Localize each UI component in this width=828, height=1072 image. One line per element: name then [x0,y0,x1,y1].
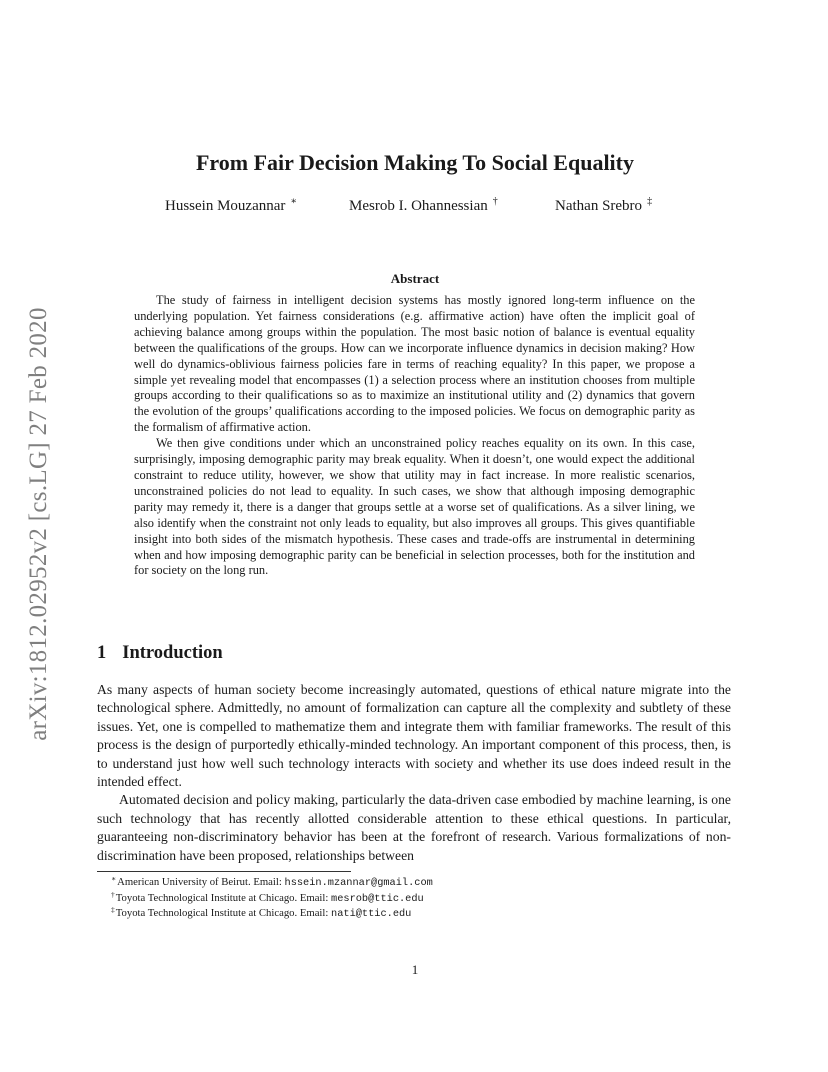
abstract-paragraph-1: The study of fairness in intelligent decision systems has mostly ignored long-term influence on the underlying population. Yet fairness considerations (e.g. affirmative action) have often the implicit goal of achieving balance among groups within the population. The most basic notion of balance is eventual equality between the qualifications of the groups. How can we incorporate influence dynamics in decision making? How well do dynamics-oblivious fairness policies fare in terms of reaching equality? In this paper, we propose a simple yet revealing model that encompasses (1) a selection process where an institution chooses from multiple groups according to their qualifications so as to maximize an institutional utility and (2) dynamics that govern the evolution of the groups’ qualifications according to the imposed policies. We focus on demographic parity as the formalism of affirmative action. [134,293,695,435]
footnote-email: nati@ttic.edu [331,908,412,920]
paper-title: From Fair Decision Making To Social Equality [195,150,634,175]
footnote-text: American University of Beirut. Email: [117,876,285,888]
footnotes [97,875,731,922]
footnote-mark: † [111,889,115,899]
section-heading-introduction [97,643,223,664]
footnote-email: mesrob@ttic.edu [331,892,424,905]
author-footnote-mark: ∗ [290,196,298,207]
author-3 [555,198,652,215]
author-name: Nathan Srebro [555,198,643,214]
author-2 [349,198,498,215]
footnote-1 [97,875,731,891]
author-footnote-mark: † [492,196,498,207]
footnote-email: hssein.mzannar@gmail.com [284,877,433,889]
introduction-paragraph-1: As many aspects of human society become increasingly automated, questions of ethical nature migrate into the technological sphere. Admittedly, no amount of formalization can capture all the complexity and subtlety of these issues. Yet, one is compelled to mathematize them and integrate them with familiar frameworks. The result of this process is the design of purportedly ethically-minded technology. An important component of this process, then, is to understand just how well such technology interacts with society and whether its use does indeed result in the intended effect. [97,682,731,790]
author-name: Hussein Mouzannar [165,198,286,214]
introduction-paragraph-2: Automated decision and policy making, particularly the data-driven case embodied by machine learning, is one such technology that has recently allotted considerable attention to these ethical questions. In particular, guaranteeing non-discriminatory behavior has been at the forefront of research. Various formalizations of non-discrimination have been proposed, relationships between [97,792,731,863]
abstract-heading: Abstract [390,271,440,286]
introduction-body [97,681,731,865]
page-number: 1 [411,962,419,977]
arxiv-identifier-stamp: arXiv:1812.02952v2 [cs.LG] 27 Feb 2020 [25,307,52,741]
footnote-mark: ∗ [111,874,117,883]
author-name: Mesrob I. Ohannessian [349,198,488,214]
footnote-text: Toyota Technological Institute at Chicago. Email: [115,907,332,919]
section-number: 1 [97,643,107,663]
abstract-paragraph-2: We then give conditions under which an unconstrained policy reaches equality on its own. In this case, surprisingly, imposing demographic parity may break equality. When it doesn’t, one would expect the additional constraint to reduce utility, however, we show that utility may in fact increase. In more realistic scenarios, unconstrained policies do not lead to equality. In such cases, we show that although imposing demographic parity may remedy it, there is a danger that groups settle at a worse set of qualifications. As a silver lining, we also identify when the constraint not only leads to equality, but also improves all groups. This gives quantifiable insight into both sides of the mismatch hypothesis. These cases and trade-offs are instrumental in determining when and how imposing demographic parity can be beneficial in selection processes, both for the institution and for society on the long run. [134,436,695,578]
section-title: Introduction [122,643,223,663]
footnote-mark: ‡ [111,905,115,914]
author-1 [165,198,297,215]
author-footnote-mark: ‡ [647,196,653,207]
footnote-text: Toyota Technological Institute at Chicago. Email: [115,891,332,904]
footnote-3 [97,906,731,922]
footnote-divider [97,871,351,872]
abstract-body [134,293,695,579]
footnote-2 [97,891,731,907]
